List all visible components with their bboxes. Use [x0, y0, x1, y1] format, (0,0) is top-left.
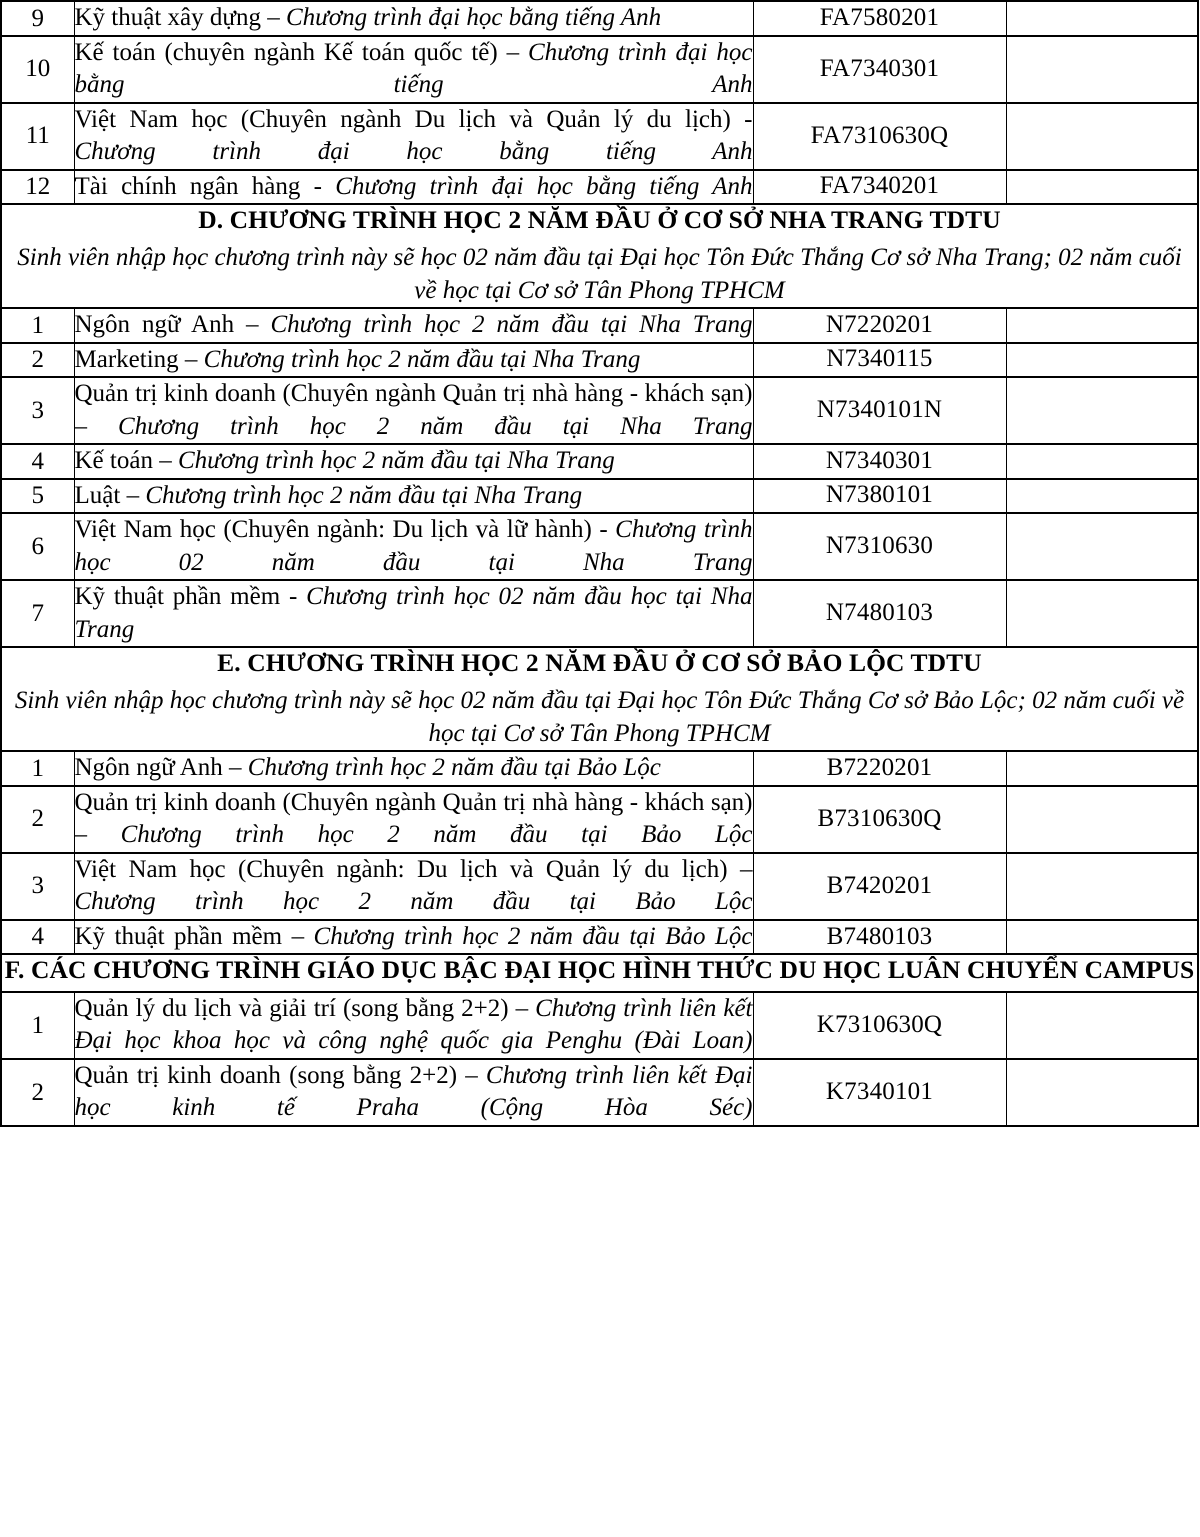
- program-name: [74, 513, 753, 580]
- program-name-regular: Kế toán (chuyên ngành Kế toán quốc tế): [74, 38, 507, 66]
- table-row: [1, 308, 1198, 343]
- section-d-subtitle: Sinh viên nhập học chương trình này sẽ học 02 năm đầu tại Đại học Tôn Đức Thắng Cơ sở Nha Trang; 02 năm cuối về học tại Cơ sở Tân Phong TPHCM: [17, 243, 1182, 304]
- section-e-subtitle: Sinh viên nhập học chương trình này sẽ học 02 năm đầu tại Đại học Tôn Đức Thắng Cơ sở Bảo Lộc; 02 năm cuối về học tại Cơ sở Tân Phong TPHCM: [14, 686, 1185, 747]
- row-number: 10: [1, 36, 74, 103]
- program-name: [74, 343, 753, 378]
- program-extra: [1006, 1059, 1198, 1126]
- row-number: 1: [1, 992, 74, 1059]
- program-extra: [1006, 343, 1198, 378]
- program-extra: [1006, 513, 1198, 580]
- program-name-regular: Tài chính ngân hàng: [74, 172, 314, 200]
- program-extra: [1006, 751, 1198, 786]
- program-code: N7380101: [753, 479, 1006, 514]
- program-name-regular: Quản trị kinh doanh (Chuyên ngành Quản trị nhà hàng - khách sạn): [74, 380, 753, 408]
- program-extra: [1006, 992, 1198, 1059]
- program-name: [74, 751, 753, 786]
- program-name-regular: Quản lý du lịch và giải trí (song bằng 2+2): [74, 994, 516, 1022]
- program-extra: [1006, 36, 1198, 103]
- program-name: [74, 103, 753, 170]
- table-row: [1, 377, 1198, 444]
- program-name-italic: – Chương trình đại học bằng tiếng Anh: [74, 38, 753, 98]
- program-name-regular: Luật: [74, 481, 127, 509]
- program-code: N7340101N: [753, 377, 1006, 444]
- table-row: [1, 580, 1198, 647]
- program-name-regular: Marketing: [74, 345, 185, 373]
- program-name-italic: – Chương trình học 2 năm đầu tại Bảo Lộc: [74, 855, 753, 916]
- row-number: 2: [1, 343, 74, 378]
- table-row: [1, 920, 1198, 955]
- program-name-italic: - Chương trình đại học bằng tiếng Anh: [313, 172, 753, 200]
- program-name: [74, 580, 753, 647]
- program-name-regular: Kỹ thuật phần mềm: [74, 583, 289, 611]
- program-name-regular: Kỹ thuật xây dựng: [74, 4, 268, 31]
- row-number: 12: [1, 170, 74, 205]
- row-number: 1: [1, 751, 74, 786]
- program-name-regular: Kế toán: [74, 447, 160, 475]
- table-row: [1, 513, 1198, 580]
- program-name-italic: – Chương trình học 2 năm đầu tại Nha Trang: [184, 345, 641, 373]
- row-number: 5: [1, 479, 74, 514]
- program-code: FA7340201: [753, 170, 1006, 205]
- program-name: [74, 36, 753, 103]
- section-header-row-d: [1, 204, 1198, 308]
- program-name-italic: – Chương trình học 2 năm đầu tại Bảo Lộc: [74, 821, 753, 849]
- program-name: [74, 170, 753, 205]
- program-name-italic: – Chương trình học 2 năm đầu tại Nha Trang: [74, 412, 753, 440]
- row-number: 2: [1, 1059, 74, 1126]
- program-name-italic: – Chương trình học 2 năm đầu tại Bảo Lộc: [229, 754, 661, 782]
- section-header-row-e: [1, 647, 1198, 751]
- section-f-title: F. CÁC CHƯƠNG TRÌNH GIÁO DỤC BẬC ĐẠI HỌC HÌNH THỨC DU HỌC LUÂN CHUYỂN CAMPUS: [4, 955, 1195, 985]
- program-name: [74, 479, 753, 514]
- program-name-italic: – Chương trình đại học bằng tiếng Anh: [267, 4, 662, 31]
- table-row: [1, 343, 1198, 378]
- program-name-regular: Kỹ thuật phần mềm: [74, 922, 292, 950]
- program-name-regular: Quản trị kinh doanh (Chuyên ngành Quản trị nhà hàng - khách sạn): [74, 788, 753, 816]
- row-number: 4: [1, 920, 74, 955]
- program-extra: [1006, 853, 1198, 920]
- program-name-italic: – Chương trình học 2 năm đầu tại Nha Trang: [159, 447, 615, 475]
- table-row: [1, 479, 1198, 514]
- program-name-italic: – Chương trình học 2 năm đầu tại Nha Trang: [246, 311, 753, 339]
- row-number: 11: [1, 103, 74, 170]
- program-name-regular: Việt Nam học (Chuyên ngành: Du lịch và Quản lý du lịch): [74, 855, 740, 883]
- program-code: N7220201: [753, 308, 1006, 343]
- program-extra: [1006, 308, 1198, 343]
- section-e-title: E. CHƯƠNG TRÌNH HỌC 2 NĂM ĐẦU Ở CƠ SỞ BẢO LỘC TDTU: [217, 648, 982, 678]
- program-name: [74, 853, 753, 920]
- program-extra: [1006, 580, 1198, 647]
- program-extra: [1006, 377, 1198, 444]
- program-extra: [1006, 1, 1198, 36]
- table-row: [1, 992, 1198, 1059]
- section-d-title: D. CHƯƠNG TRÌNH HỌC 2 NĂM ĐẦU Ở CƠ SỞ NHA TRANG TDTU: [198, 205, 1001, 234]
- program-code: B7480103: [753, 920, 1006, 955]
- table-row: [1, 103, 1198, 170]
- program-name: [74, 920, 753, 955]
- row-number: 4: [1, 444, 74, 479]
- program-name-regular: Ngôn ngữ Anh: [74, 754, 230, 782]
- program-name-italic: – Chương trình học 2 năm đầu tại Bảo Lộc: [291, 922, 753, 950]
- program-name-italic: - Chương trình học 02 năm đầu học tại Nha Trang: [74, 583, 753, 643]
- program-name: [74, 1, 753, 36]
- program-name-regular: Quản trị kinh doanh (song bằng 2+2): [74, 1061, 466, 1089]
- program-code: K7310630Q: [753, 992, 1006, 1059]
- program-code: FA7580201: [753, 1, 1006, 36]
- row-number: 3: [1, 853, 74, 920]
- program-code: FA7310630Q: [753, 103, 1006, 170]
- program-code: FA7340301: [753, 36, 1006, 103]
- row-number: 9: [1, 1, 74, 36]
- program-extra: [1006, 786, 1198, 853]
- program-name: [74, 992, 753, 1059]
- program-extra: [1006, 479, 1198, 514]
- table-body: [1, 1, 1198, 1126]
- table-row: [1, 1, 1198, 36]
- program-name-italic: – Chương trình liên kết Đại học khoa học và công nghệ quốc gia Penghu (Đài Loan): [74, 994, 753, 1055]
- row-number: 7: [1, 580, 74, 647]
- row-number: 2: [1, 786, 74, 853]
- table-row: [1, 170, 1198, 205]
- program-code: B7310630Q: [753, 786, 1006, 853]
- program-name: [74, 308, 753, 343]
- table-row: [1, 853, 1198, 920]
- program-name-regular: Việt Nam học (Chuyên ngành Du lịch và Quản lý du lịch): [74, 105, 745, 133]
- row-number: 6: [1, 513, 74, 580]
- section-d-header: [1, 204, 1198, 308]
- program-extra: [1006, 920, 1198, 955]
- program-code: N7480103: [753, 580, 1006, 647]
- program-name: [74, 1059, 753, 1126]
- row-number: 3: [1, 377, 74, 444]
- program-extra: [1006, 103, 1198, 170]
- program-name: [74, 786, 753, 853]
- program-name-italic: - Chương trình đại học bằng tiếng Anh: [74, 105, 753, 165]
- program-name-italic: – Chương trình liên kết Đại học kinh tế Praha (Cộng Hòa Séc): [74, 1061, 753, 1122]
- section-header-row-f: [1, 954, 1198, 992]
- table-row: [1, 36, 1198, 103]
- row-number: 1: [1, 308, 74, 343]
- program-extra: [1006, 444, 1198, 479]
- table-row: [1, 444, 1198, 479]
- program-name: [74, 444, 753, 479]
- program-name-italic: – Chương trình học 2 năm đầu tại Nha Trang: [126, 481, 583, 509]
- program-name-italic: - Chương trình học 02 năm đầu tại Nha Trang: [74, 516, 753, 576]
- program-name: [74, 377, 753, 444]
- table-row: [1, 751, 1198, 786]
- program-name-regular: Ngôn ngữ Anh: [74, 311, 247, 339]
- section-e-header: [1, 647, 1198, 751]
- table-row: [1, 786, 1198, 853]
- program-name-regular: Việt Nam học (Chuyên ngành: Du lịch và lữ hành): [74, 516, 600, 544]
- table-row: [1, 1059, 1198, 1126]
- program-extra: [1006, 170, 1198, 205]
- program-code: B7220201: [753, 751, 1006, 786]
- program-code: B7420201: [753, 853, 1006, 920]
- program-code: N7340301: [753, 444, 1006, 479]
- program-code: N7340115: [753, 343, 1006, 378]
- program-code: K7340101: [753, 1059, 1006, 1126]
- program-code: N7310630: [753, 513, 1006, 580]
- section-f-header: [1, 954, 1198, 992]
